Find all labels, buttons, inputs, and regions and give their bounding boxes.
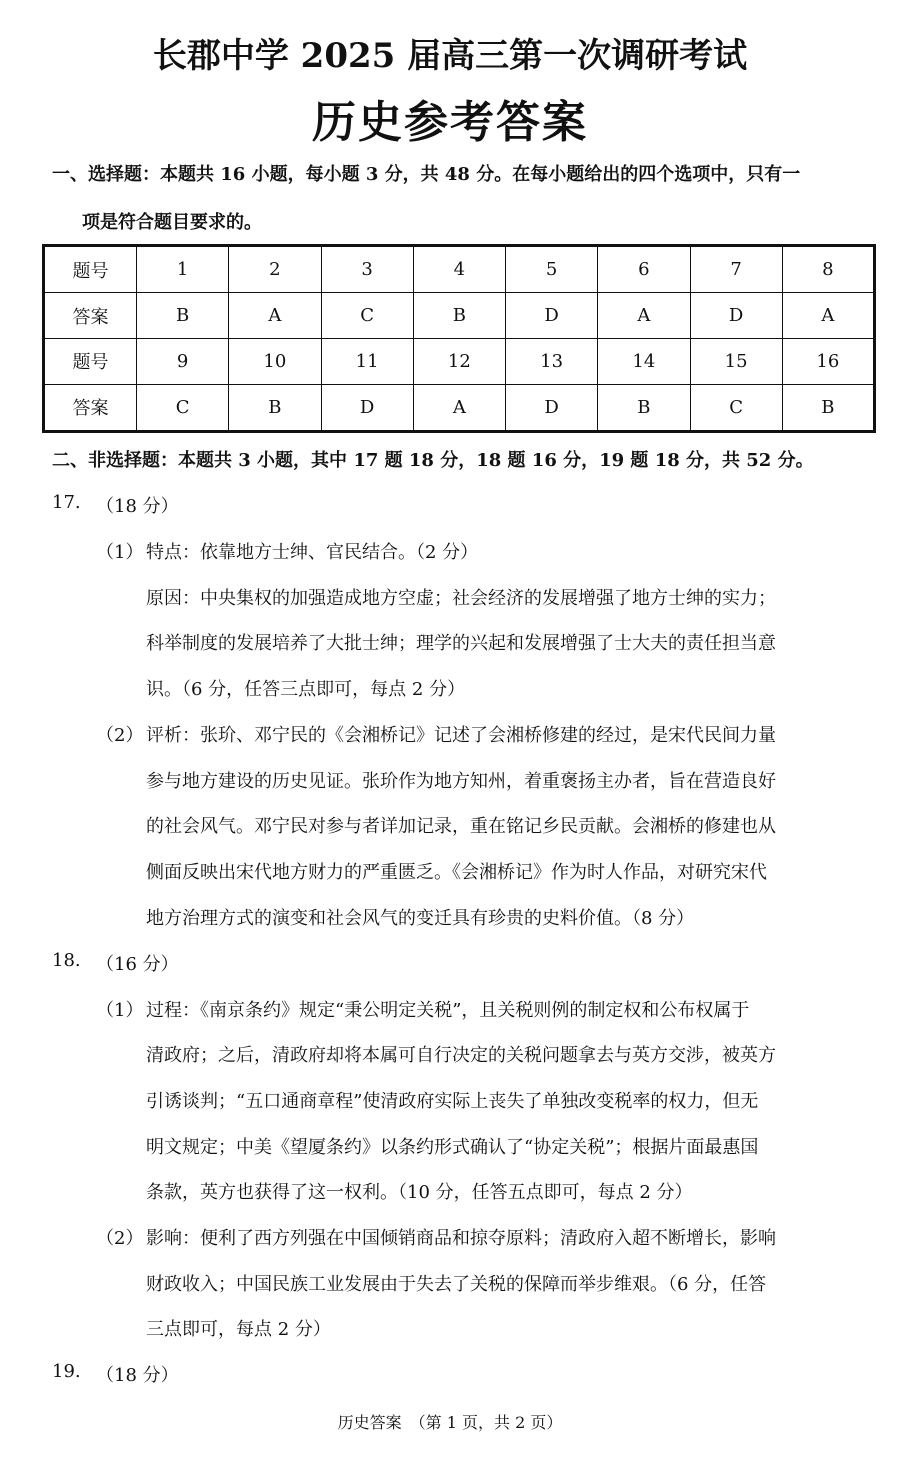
- answer-cell: D: [506, 293, 598, 339]
- answer-cell: A: [413, 384, 505, 431]
- q18-number: 18.: [52, 950, 81, 971]
- q18-part1-label: （1）: [96, 1000, 144, 1021]
- row-label: 题号: [44, 338, 137, 384]
- exam-title: 长郡中学 2025 届高三第一次调研考试: [152, 36, 748, 76]
- q17-part1-label: （1）: [96, 542, 144, 563]
- q18-part1-line: 清政府；之后，清政府却将本属可自行决定的关税问题拿去与英方交涉，被英方: [146, 1045, 776, 1066]
- question-number-cell: 6: [598, 246, 690, 293]
- q17-part2-label: （2）: [96, 725, 144, 746]
- question-number-cell: 3: [321, 246, 413, 293]
- q17-part2-line: 侧面反映出宋代地方财力的严重匮乏。《会湘桥记》作为时人作品，对研究宋代: [146, 862, 767, 883]
- q18-part2-line: 财政收入；中国民族工业发展由于失去了关税的保障而举步维艰。（6 分，任答: [146, 1274, 767, 1295]
- question-number-cell: 7: [690, 246, 782, 293]
- q17-part1-line: 科举制度的发展培养了大批士绅；理学的兴起和发展增强了士大夫的责任担当意: [146, 633, 776, 654]
- answer-cell: D: [690, 293, 782, 339]
- section1-heading-line2: 项是符合题目要求的。: [82, 212, 262, 233]
- question-number-cell: 14: [598, 338, 690, 384]
- answer-cell: B: [598, 384, 690, 431]
- answer-table: [42, 244, 876, 433]
- answer-cell: A: [782, 293, 874, 339]
- answer-table-row: [44, 246, 875, 293]
- answer-cell: B: [413, 293, 505, 339]
- q17-number: 17.: [52, 492, 81, 513]
- question-number-cell: 12: [413, 338, 505, 384]
- answer-cell: D: [506, 384, 598, 431]
- answer-cell: C: [137, 384, 229, 431]
- answer-cell: C: [321, 293, 413, 339]
- question-number-cell: 9: [137, 338, 229, 384]
- section1-heading-line1: 一、选择题：本题共 16 小题，每小题 3 分，共 48 分。在每小题给出的四个选项中，只有一: [52, 164, 801, 185]
- q17-part2-line: 的社会风气。邓宁民对参与者详加记录，重在铭记乡民贡献。会湘桥的修建也从: [146, 816, 776, 837]
- question-number-cell: 2: [229, 246, 321, 293]
- row-label: 答案: [44, 293, 137, 339]
- question-number-cell: 4: [413, 246, 505, 293]
- question-number-cell: 11: [321, 338, 413, 384]
- q19-score: （18 分）: [96, 1365, 179, 1386]
- q18-part2-line: 三点即可，每点 2 分）: [146, 1319, 331, 1340]
- section2-heading: 二、非选择题：本题共 3 小题，其中 17 题 18 分，18 题 16 分，19 题 18 分，共 52 分。: [52, 450, 814, 471]
- question-number-cell: 8: [782, 246, 874, 293]
- question-number-cell: 13: [506, 338, 598, 384]
- q17-part1-line: 特点：依靠地方士绅、官民结合。（2 分）: [146, 542, 479, 563]
- page-title: 历史参考答案: [312, 97, 588, 148]
- question-number-cell: 1: [137, 246, 229, 293]
- page-footer: 历史答案 （第 1 页，共 2 页）: [337, 1413, 563, 1432]
- q17-part1-line: 识。（6 分，任答三点即可，每点 2 分）: [146, 679, 466, 700]
- q17-score: （18 分）: [96, 496, 179, 517]
- q18-part1-line: 过程：《南京条约》规定“秉公明定关税”，且关税则例的制定权和公布权属于: [146, 1000, 750, 1021]
- q18-part1-line: 引诱谈判；“五口通商章程”使清政府实际上丧失了单独改变税率的权力，但无: [146, 1091, 759, 1112]
- answer-cell: A: [229, 293, 321, 339]
- row-label: 答案: [44, 384, 137, 431]
- row-label: 题号: [44, 246, 137, 293]
- q18-part1-line: 条款，英方也获得了这一权利。（10 分，任答五点即可，每点 2 分）: [146, 1182, 693, 1203]
- q18-score: （16 分）: [96, 954, 179, 975]
- answer-cell: C: [690, 384, 782, 431]
- q19-number: 19.: [52, 1361, 81, 1382]
- q17-part2-line: 评析：张玠、邓宁民的《会湘桥记》记述了会湘桥修建的经过，是宋代民间力量: [146, 725, 776, 746]
- answer-table-row: [44, 293, 875, 339]
- q18-part2-label: （2）: [96, 1228, 144, 1249]
- answer-cell: D: [321, 384, 413, 431]
- answer-cell: A: [598, 293, 690, 339]
- q17-part2-line: 参与地方建设的历史见证。张玠作为地方知州，着重褒扬主办者，旨在营造良好: [146, 771, 776, 792]
- answer-table-row: [44, 384, 875, 431]
- answer-cell: B: [229, 384, 321, 431]
- q17-part2-line: 地方治理方式的演变和社会风气的变迁具有珍贵的史料价值。（8 分）: [146, 908, 695, 929]
- answer-cell: B: [137, 293, 229, 339]
- question-number-cell: 16: [782, 338, 874, 384]
- answer-cell: B: [782, 384, 874, 431]
- question-number-cell: 15: [690, 338, 782, 384]
- answer-table-row: [44, 338, 875, 384]
- q18-part1-line: 明文规定；中美《望厦条约》以条约形式确认了“协定关税”；根据片面最惠国: [146, 1137, 759, 1158]
- q17-part1-line: 原因：中央集权的加强造成地方空虚；社会经济的发展增强了地方士绅的实力；: [146, 588, 776, 609]
- q18-part2-line: 影响：便利了西方列强在中国倾销商品和掠夺原料；清政府入超不断增长，影响: [146, 1228, 776, 1249]
- question-number-cell: 5: [506, 246, 598, 293]
- question-number-cell: 10: [229, 338, 321, 384]
